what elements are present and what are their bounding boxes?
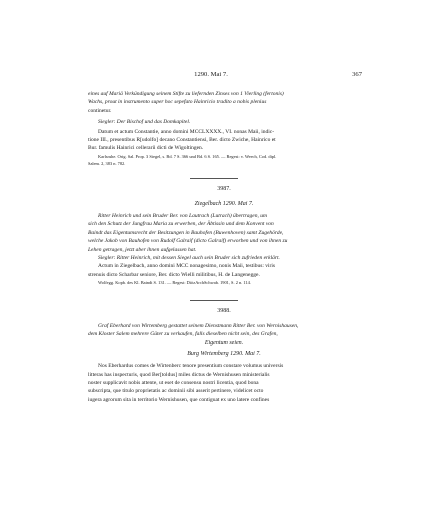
entry-number: 3988.	[217, 308, 231, 314]
entry-3988	[88, 307, 360, 404]
summary-line: eines auf Mariä Verkündigung seinem Stifte zu liefernden Zinses von 1 Vierling (fertonis)	[88, 91, 284, 97]
summary-line: welche Jakob von Bauhofen von Rudolf Galraif (dicto Galraif) erworben und von ihnen zu	[88, 238, 288, 245]
entry-prev	[88, 90, 360, 167]
text-line: litteras has inspecturis, quod Ber[toldus] miles dictus de Wernishusen ministerialis	[88, 371, 270, 378]
page-header	[60, 70, 362, 80]
running-head: 1290. Mai 7.	[194, 71, 228, 78]
source-line: Karlsruhe. Orig. Sal. Prop. 3 Siegel, s. Bd. 7 S. 366 und Bd. 6 S. 165. — Regest: v. Weech, Cod. dipl.	[98, 153, 277, 159]
source-line: Wolfegg. Kopb. des Kl. Baindt S. 131. — Regest: DiözArchSchwab. 1901, S. 2 n. 114.	[98, 280, 251, 286]
sealer-line: Siegler: Ritter Heinrich, mit dessen Siegel auch sein Bruder sich zufrieden erklärt.	[98, 255, 280, 262]
text-line: subscripta, que titulo proprietatis ac dominii sibi asserit pertinere, videlicet octo	[88, 388, 264, 395]
entry-number: 3987.	[217, 186, 231, 192]
separator-rule	[190, 178, 238, 179]
summary-line: sich den Schutz der Jungfrau Maria zu erwerben, der Äbtissin und dem Konvent von	[88, 221, 274, 228]
summary-line: Baindt das Eigentumsrecht der Besitzungen in Bauhofen (Buwenhoven) samt Zugehörde,	[88, 229, 284, 236]
dating-line: tione III., presentibus R[udolfo] decano Constantiensi, Ber. dicto Zwiche, Hainrico et	[88, 137, 276, 144]
summary-line: Lehen getragen, jetzt aber ihnen aufgelassen hat.	[88, 246, 197, 253]
dating-line: Actum in Ziegelbach, anno domini MCC nonagesimo, nonis Maii, testibus: viris	[98, 263, 276, 270]
summary-line: Wachs, prout in instrumento super hoc sepefato Hainricio tradito a nobis plenius	[88, 99, 267, 106]
text-line: iugera agrorum sita in territorio Wernishusen, que contiguat ex uno latere confines	[88, 396, 270, 403]
summary-line: Graf Eberhard von Wirtemberg gestattet seinem Dienstmann Ritter Ber. von Wernishausen,	[98, 323, 299, 329]
page-number: 367	[352, 71, 362, 78]
summary-line: dem Kloster Salem mehrere Güter zu verkaufen, falls dieselben nicht sein, des Grafen,	[88, 331, 278, 338]
place-date: Ziegelbach 1290. Mai 7.	[194, 201, 254, 207]
place-date: Burg Wirtemberg 1290. Mai 7.	[187, 351, 261, 358]
summary-line: Ritter Heinrich und sein Bruder Ber. von Lautrach (Lutrach) übertragen, um	[98, 213, 267, 219]
dating-line: strenuis dicto Scharbar seniore, Ber. dicto Wielli militibus, H. de Langenegge.	[88, 271, 260, 278]
text-line: noster supplicavit nobis attente, ut eset de consensu nostri licentia, quod bona	[88, 380, 259, 387]
dating-line: Datum et actum Constantie, anno domini MCCLXXXX., VI. nonas Maii, indic-	[98, 128, 275, 135]
source-line: Salem. 2, 383 n. 782.	[88, 160, 126, 166]
sealer-line: Siegler: Der Bischof und das Domkapitel.	[98, 119, 191, 126]
summary-line: continetur.	[88, 107, 112, 114]
entry-3987	[88, 185, 360, 286]
summary-line: Eigentum seien.	[204, 339, 244, 346]
separator-rule	[190, 300, 238, 301]
dating-line: Bur. famulis Hainrici cellerarii dicti de Wigoltingen.	[88, 145, 204, 152]
text-line: Nos Eberhardus comes de Wirtenberc tenore presentium constare volumus universis	[98, 363, 284, 370]
